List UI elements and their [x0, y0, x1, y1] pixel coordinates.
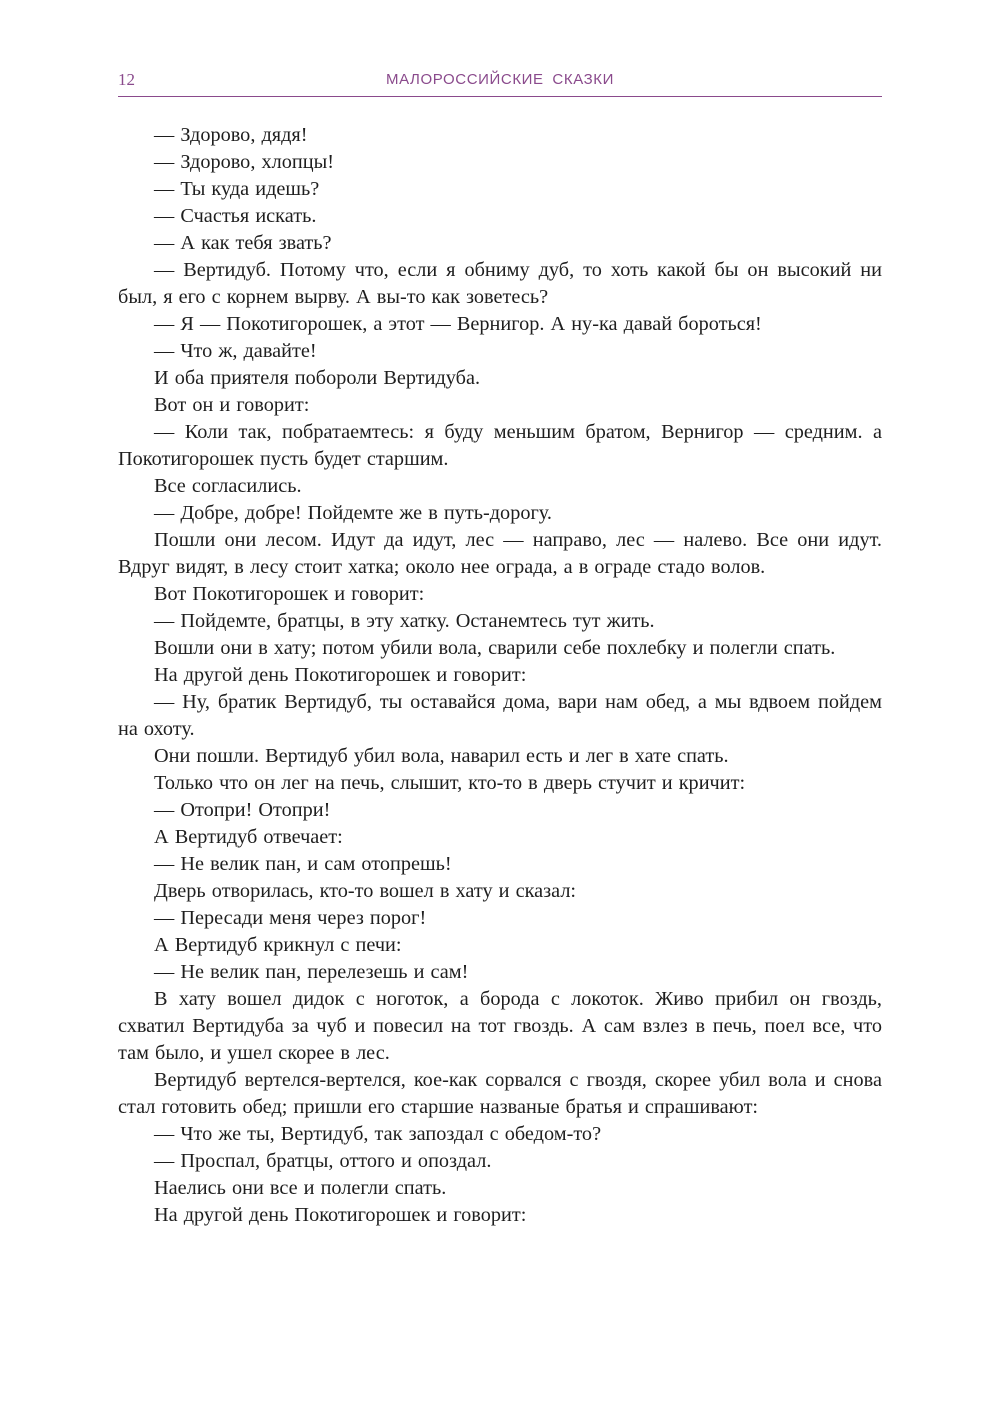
paragraph: — Я — Покотигорошек, а этот — Вернигор. А ну-ка давай бороться!	[154, 313, 762, 335]
body-text	[118, 122, 882, 1229]
page-number: 12	[118, 70, 135, 89]
paragraph: — Не велик пан, и сам отопрешь!	[154, 853, 452, 875]
paragraph: — Счастья искать.	[154, 205, 317, 227]
paragraph: — Здорово, хлопцы!	[154, 151, 334, 173]
paragraph: Вот Покотигорошек и говорит:	[154, 583, 425, 605]
paragraph: — Пойдемте, братцы, в эту хатку. Останемтесь тут жить.	[154, 610, 655, 632]
paragraph: — Проспал, братцы, оттого и опоздал.	[154, 1150, 492, 1172]
paragraph: Дверь отворилась, кто-то вошел в хату и сказал:	[154, 880, 577, 902]
paragraph: — Здорово, дядя!	[154, 124, 308, 146]
paragraph: — Ну, братик Вертидуб, ты оставайся дома, вари нам обед, а мы вдвоем пойдем на охоту.	[118, 691, 882, 740]
paragraph: — Что ж, давайте!	[154, 340, 317, 362]
paragraph: Вертидуб вертелся-вертелся, кое-как сорвался с гвоздя, скорее убил вола и снова стал готовить обед; пришли его старшие названые братья и спрашивают:	[118, 1069, 882, 1118]
page-header	[118, 68, 882, 97]
paragraph: Наелись они все и полегли спать.	[154, 1177, 447, 1199]
paragraph: На другой день Покотигорошек и говорит:	[154, 664, 527, 686]
paragraph: — Коли так, побратаемтесь: я буду меньшим братом, Вернигор — средним. а Покотигорошек пусть будет старшим.	[118, 421, 882, 470]
paragraph: — А как тебя звать?	[154, 232, 332, 254]
paragraph: — Пересади меня через порог!	[154, 907, 427, 929]
paragraph: — Что же ты, Вертидуб, так запоздал с обедом-то?	[154, 1123, 602, 1145]
paragraph: На другой день Покотигорошек и говорит:	[154, 1204, 527, 1226]
paragraph: Они пошли. Вертидуб убил вола, наварил есть и лег в хате спать.	[154, 745, 729, 767]
paragraph: Все согласились.	[154, 475, 302, 497]
paragraph: Вошли они в хату; потом убили вола, сварили себе похлебку и полегли спать.	[154, 637, 836, 659]
paragraph: — Ты куда идешь?	[154, 178, 320, 200]
paragraph: В хату вошел дидок с ноготок, а борода с локоток. Живо прибил он гвоздь, схватил Вертидуба за чуб и повесил на тот гвоздь. А сам взлез в печь, поел все, что там было, и ушел скорее в лес.	[118, 988, 882, 1064]
paragraph: А Вертидуб отвечает:	[154, 826, 343, 848]
paragraph: — Вертидуб. Потому что, если я обниму дуб, то хоть какой бы он высокий ни был, я его с корнем вырву. А вы-то как зоветесь?	[118, 259, 882, 308]
paragraph: Вот он и говорит:	[154, 394, 310, 416]
paragraph: — Не велик пан, перелезешь и сам!	[154, 961, 469, 983]
paragraph: — Добре, добре! Пойдемте же в путь-дорогу.	[154, 502, 552, 524]
paragraph: Только что он лег на печь, слышит, кто-то в дверь стучит и кричит:	[154, 772, 746, 794]
running-title: МАЛОРОССИЙСКИЕ СКАЗКИ	[385, 71, 615, 88]
paragraph: Пошли они лесом. Идут да идут, лес — направо, лес — налево. Все они идут. Вдруг видят, в лесу стоит хатка; около нее ограда, а в ограде стадо волов.	[118, 529, 882, 578]
paragraph: И оба приятеля побороли Вертидуба.	[154, 367, 481, 389]
paragraph: — Отопри! Отопри!	[154, 799, 331, 821]
paragraph: А Вертидуб крикнул с печи:	[154, 934, 402, 956]
